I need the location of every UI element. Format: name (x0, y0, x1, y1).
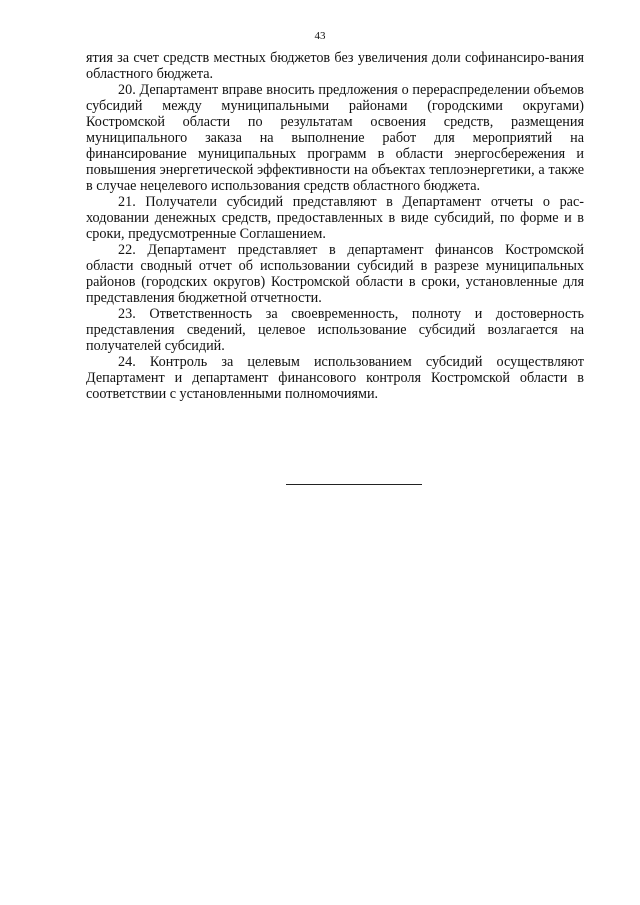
paragraph-item-20: 20. Департамент вправе вносить предложения о перераспределении объемов субсидий между муниципальными районами (городскими округами) Костромской области по результатам освоения средств, размещения муниципального заказа на выполнение работ для мероприятий на финансирование муниципальных программ в области энергосбережения и повышения энергетической эффективности на объектах теплоэнергетики, а также в случае нецелевого использования средств областного бюджета. (86, 82, 584, 194)
paragraph-continuation: ятия за счет средств местных бюджетов без увеличения доли софинансиро-вания областного бюджета. (86, 50, 584, 82)
document-body (86, 50, 584, 402)
paragraph-item-23: 23. Ответственность за своевременность, полноту и достоверность представления сведений, целевое использование субсидий возлагается на получателей субсидий. (86, 306, 584, 354)
page-number: 43 (314, 30, 326, 42)
paragraph-item-24: 24. Контроль за целевым использованием субсидий осуществляют Департамент и департамент финансового контроля Костромской области в соответствии с установленными полномочиями. (86, 354, 584, 402)
end-of-document-rule (286, 484, 422, 485)
paragraph-item-21: 21. Получатели субсидий представляют в Департамент отчеты о рас-ходовании денежных средств, предоставленных в виде субсидий, по форме и в сроки, предусмотренные Соглашением. (86, 194, 584, 242)
paragraph-item-22: 22. Департамент представляет в департамент финансов Костромской области сводный отчет об использовании субсидий в разрезе муниципальных районов (городских округов) Костромской области в сроки, установленные для представления бюджетной отчетности. (86, 242, 584, 306)
